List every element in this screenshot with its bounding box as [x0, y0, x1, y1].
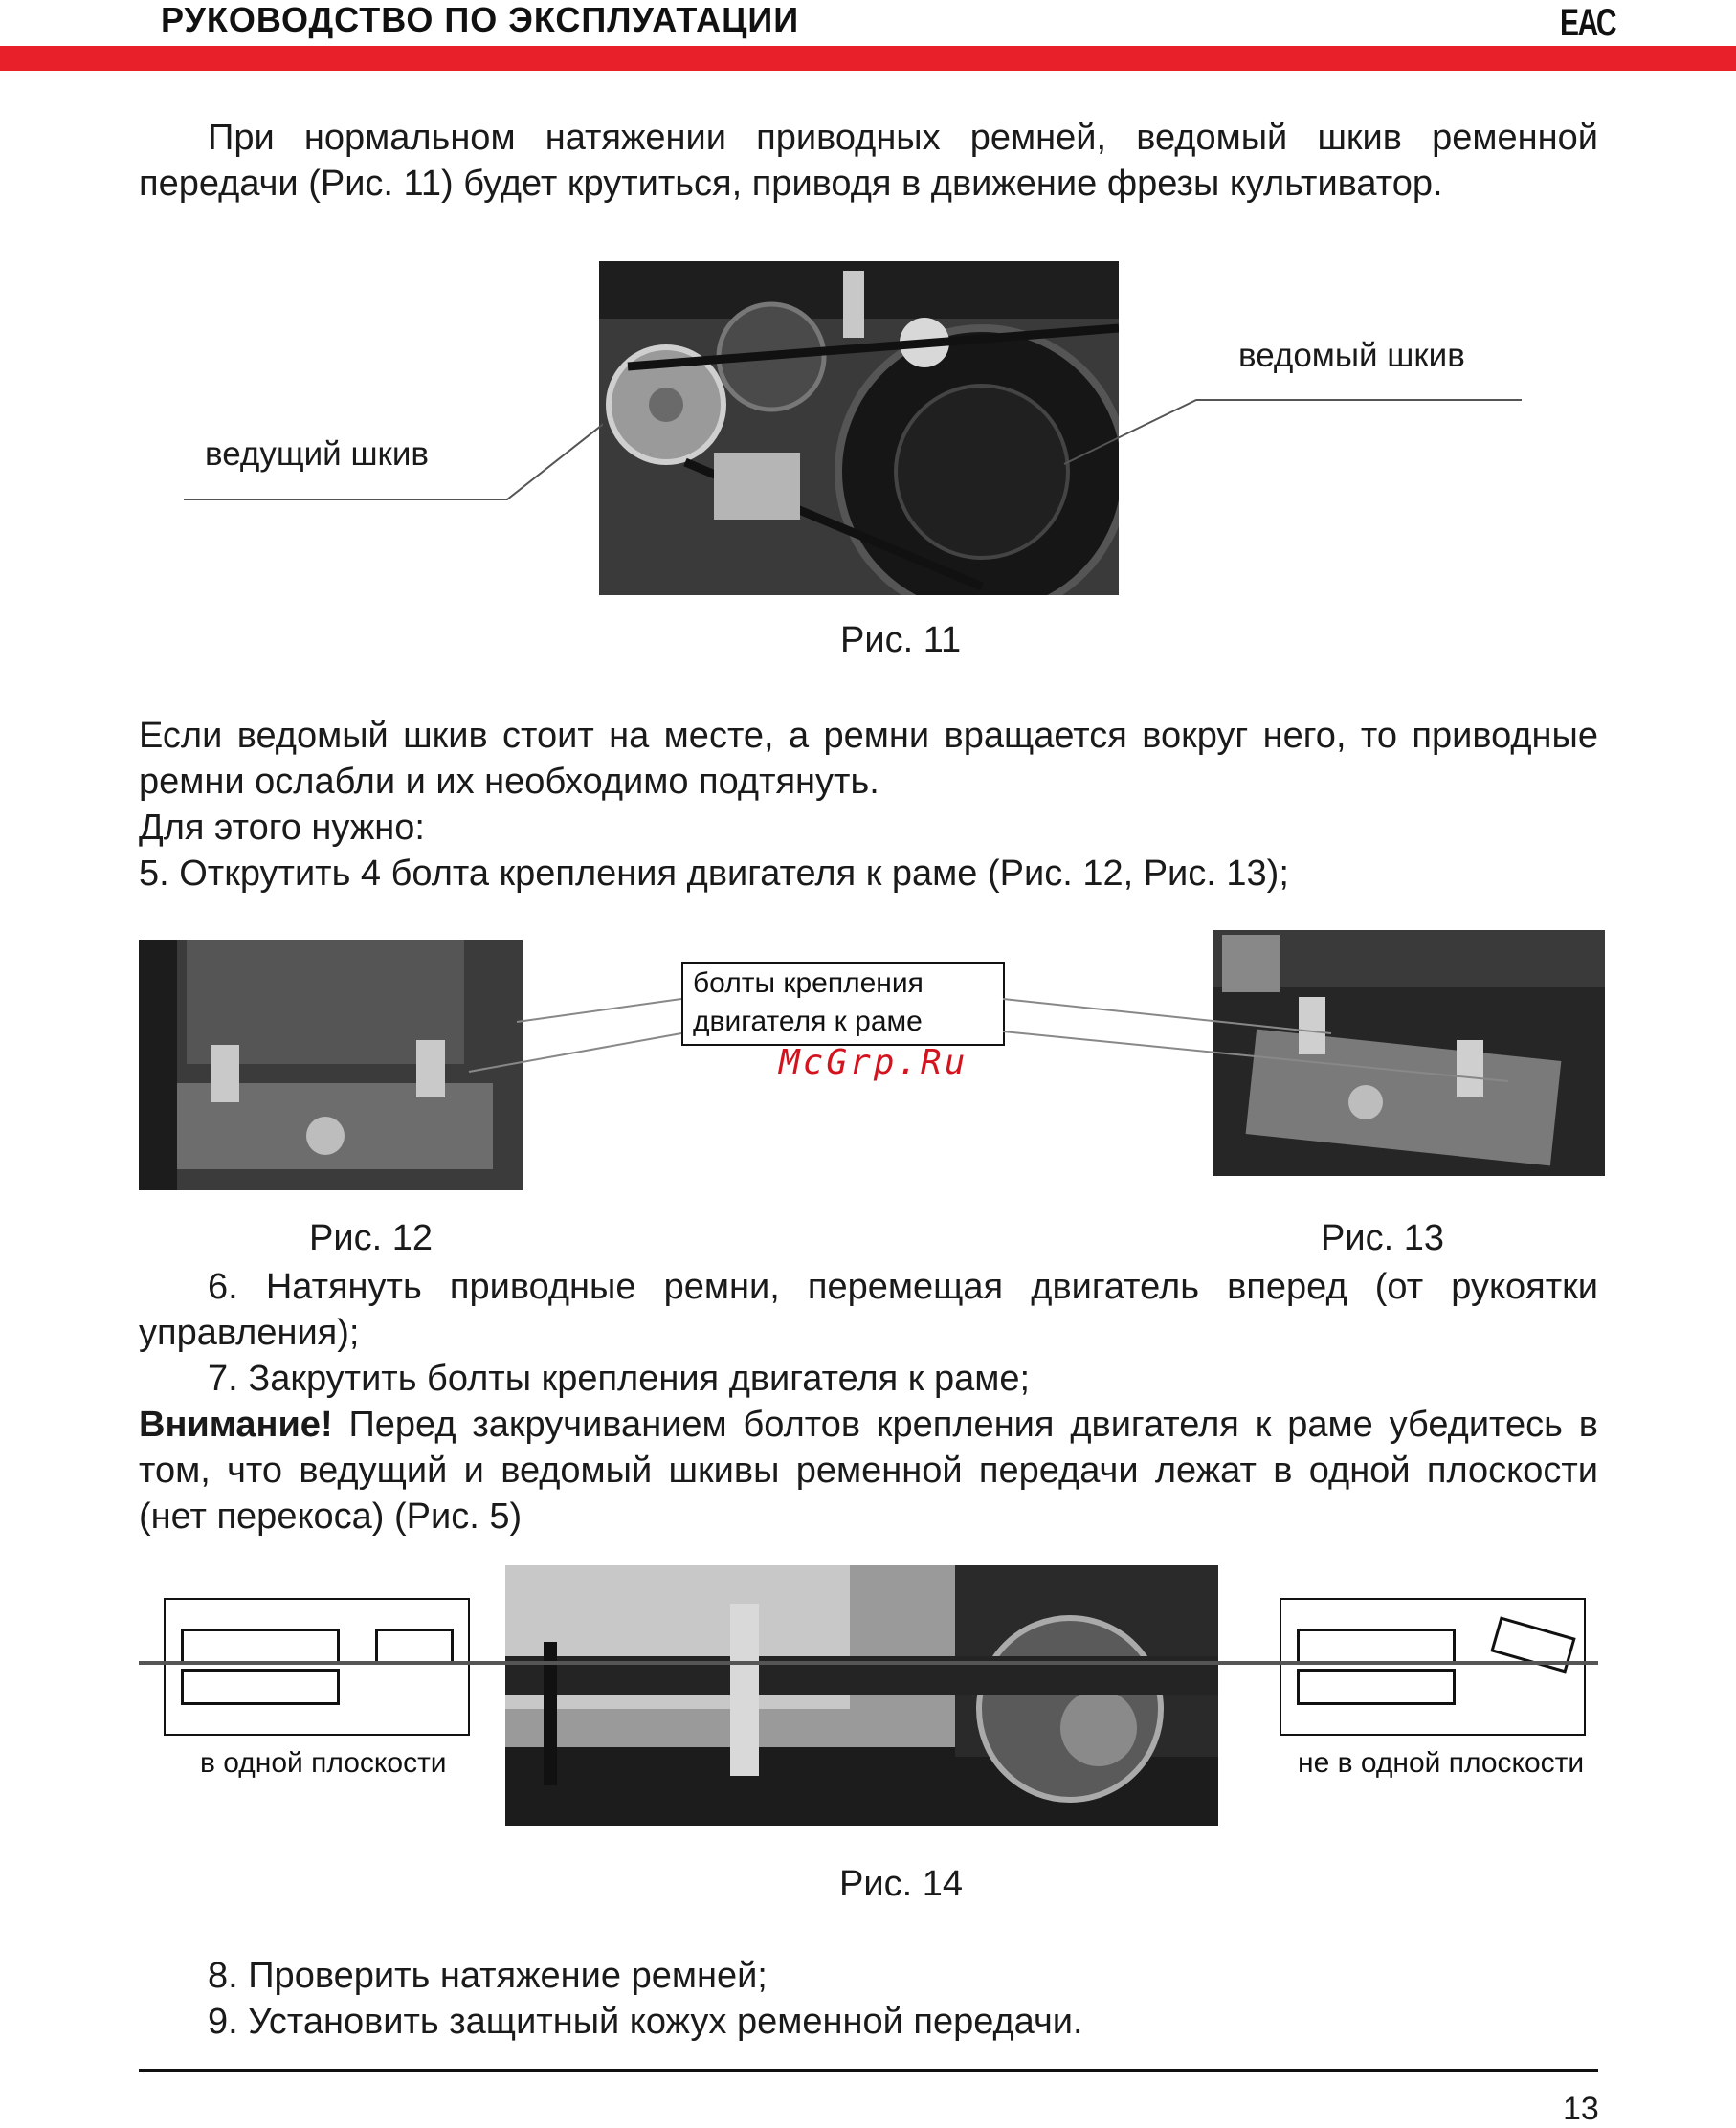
fig14-reference-line: [139, 1661, 1598, 1665]
footer-rule: [139, 2069, 1598, 2072]
fig13-leaders: [1001, 986, 1575, 1100]
fig11-photo: [599, 261, 1119, 595]
attention-label: Внимание!: [139, 1405, 333, 1445]
fig12-caption: Рис. 12: [309, 1218, 433, 1258]
aligned-pulley-1b: [181, 1669, 340, 1705]
step-9: 9. Установить защитный кожух ременной передачи.: [208, 2002, 1083, 2042]
fig11-label-driven-pulley: ведомый шкив: [1238, 337, 1465, 374]
eac-mark: ЕАС: [1560, 2, 1616, 44]
step-8: 8. Проверить натяжение ремней;: [208, 1956, 768, 1996]
fig11-caption: Рис. 11: [840, 620, 962, 660]
section2-paragraph: Если ведомый шкив стоит на месте, а ремни вращается вокруг него, то приводные ремни ослабли и их необходимо подтянуть.: [139, 716, 1598, 802]
fig14-label-aligned: в одной плоскости: [200, 1747, 447, 1779]
page-number: 13: [1563, 2091, 1599, 2127]
callout-line-2: двигателя к раме: [693, 1006, 923, 1037]
fig13-caption: Рис. 13: [1321, 1218, 1444, 1258]
intro-paragraph: При нормальном натяжении приводных ремней, ведомый шкив ременной передачи (Рис. 11) будет крутиться, приводя в движение фрезы культиватор.: [139, 118, 1598, 204]
section2-for-this: Для этого нужно:: [139, 808, 425, 848]
fig14-label-misaligned: не в одной плоскости: [1298, 1747, 1585, 1779]
aligned-pulley-1: [181, 1629, 340, 1665]
fig14-aligned-diagram: [164, 1598, 470, 1736]
misaligned-pulley-1b: [1297, 1669, 1456, 1705]
attention-paragraph: [139, 1402, 1598, 1540]
step-6: 6. Натянуть приводные ремни, перемещая двигатель вперед (от рукоятки управления);: [139, 1267, 1598, 1353]
watermark: McGrp.Ru: [779, 1043, 968, 1082]
attention-text: Перед закручиванием болтов крепления двигателя к раме убедитесь в том, что ведущий и ведомый шкивы ременной передачи лежат в одной плоскости (нет перекоса) (Рис. 5): [139, 1405, 1598, 1537]
fig12-13-callout-box: [681, 962, 1005, 1046]
callout-line-1: болты крепления: [693, 967, 924, 999]
fig12-leaders: [450, 976, 689, 1091]
aligned-pulley-2: [375, 1629, 454, 1665]
header-red-bar: [0, 46, 1736, 71]
fig14-caption: Рис. 14: [839, 1864, 963, 1904]
page-header-title: РУКОВОДСТВО ПО ЭКСПЛУАТАЦИИ: [161, 0, 800, 39]
fig14-photo: [505, 1565, 1218, 1826]
misaligned-pulley-1: [1297, 1629, 1456, 1665]
step-7: 7. Закрутить болты крепления двигателя к раме;: [208, 1359, 1031, 1399]
step-5: 5. Открутить 4 болта крепления двигателя к раме (Рис. 12, Рис. 13);: [139, 853, 1289, 894]
fig14-misaligned-diagram: [1280, 1598, 1586, 1736]
fig11-leader-right: [1062, 392, 1531, 469]
fig11-label-drive-pulley: ведущий шкив: [205, 435, 429, 473]
